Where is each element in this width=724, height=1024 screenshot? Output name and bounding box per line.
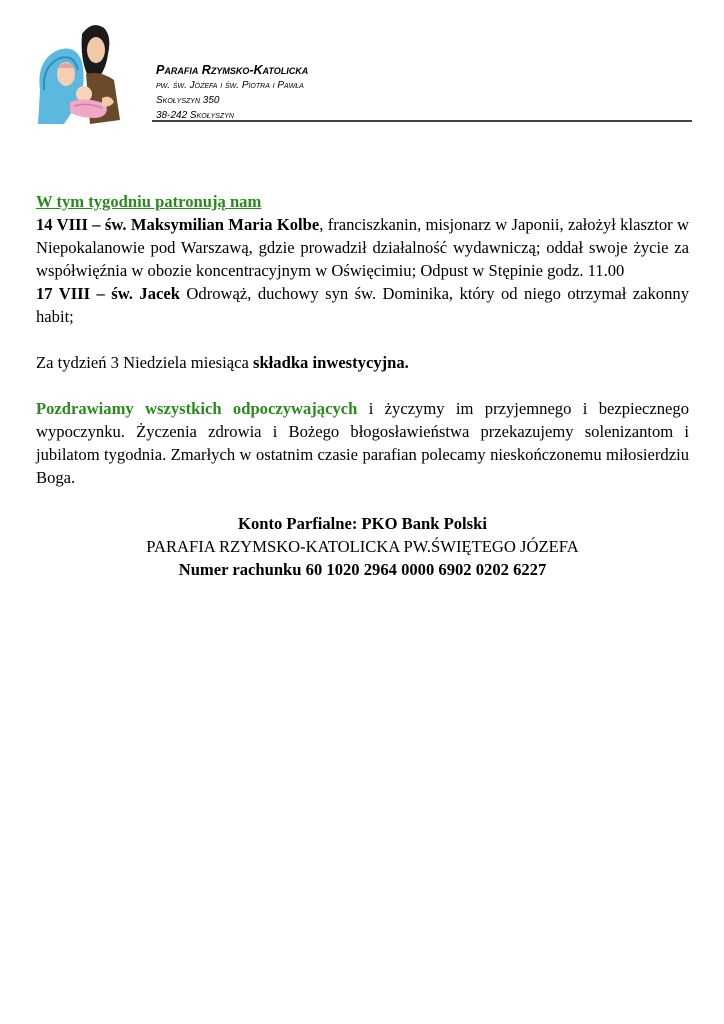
bulletin-body xyxy=(36,190,689,581)
collection-type: składka inwestycyjna. xyxy=(253,353,409,372)
patron-description: , franciszkanin, misjonarz w Japonii, założył klasztor w Niepokalanowie pod Warszawą, gdzie prowadził działalność wydawniczą; oddał swoje życie za współwięźnia w obozie koncentracyjnym w Oświęcimiu; Odpust w Stępinie godz. 11.00 xyxy=(36,215,689,280)
header-divider xyxy=(152,120,692,122)
parish-name: Parafia Rzymsko-Katolicka xyxy=(156,63,309,77)
bank-account-number: Numer rachunku 60 1020 2964 0000 6902 0202 6227 xyxy=(178,560,547,579)
holy-family-logo xyxy=(30,20,148,128)
bank-title: Konto Parfialne: PKO Bank Polski xyxy=(238,514,487,533)
patron-entry xyxy=(36,213,689,282)
parish-dedication: pw. św. Józefa i św. Piotra i Pawła xyxy=(156,80,304,91)
parish-postal: 38-242 Skołyszyn xyxy=(156,110,234,121)
patron-date: 17 VIII – św. Jacek xyxy=(36,284,180,303)
bank-owner: PARAFIA RZYMSKO-KATOLICKA PW.ŚWIĘTEGO JÓZEFA xyxy=(146,537,579,556)
parish-header xyxy=(156,63,308,123)
parish-street: Skołyszyn 350 xyxy=(156,95,220,106)
greetings-highlight: Pozdrawiamy wszystkich odpoczywających xyxy=(36,399,358,418)
patrons-heading: W tym tygodniu patronują nam xyxy=(36,192,262,211)
patron-date: 14 VIII – św. Maksymilian Maria Kolbe xyxy=(36,215,320,234)
patron-entry xyxy=(36,282,689,328)
greetings-paragraph: Pozdrawiamy wszystkich odpoczywających i życzymy im przyjemnego i bezpiecznego wypoczynku. Życzenia zdrowia i Bożego błogosławieństwa przekazujemy solenizantom i jubilatom tygodnia. Zmarłych w ostatnim czasie parafian polecamy nieskończonemu miłosierdziu Boga. xyxy=(36,399,689,487)
collection-notice: Za tydzień 3 Niedziela miesiąca składka inwestycyjna. xyxy=(36,353,409,372)
patron-description: Odrowąż, duchowy syn św. Dominika, który od niego otrzymał zakonny habit; xyxy=(36,284,689,326)
